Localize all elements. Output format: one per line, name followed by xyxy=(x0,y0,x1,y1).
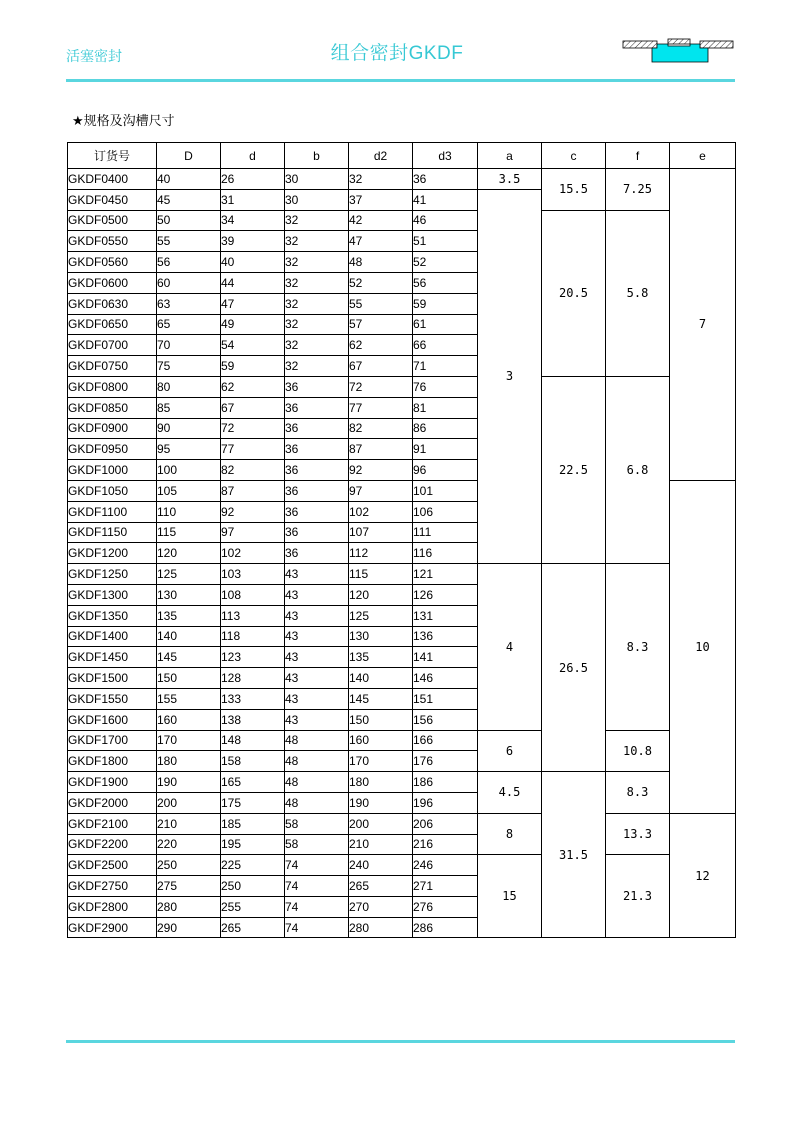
cell-order-no: GKDF1900 xyxy=(68,772,157,793)
cell-value: 43 xyxy=(285,564,349,585)
cell-value: 180 xyxy=(349,772,413,793)
cell-order-no: GKDF1800 xyxy=(68,751,157,772)
cell-value: 106 xyxy=(413,501,478,522)
cell-value: 140 xyxy=(349,668,413,689)
cell-value: 52 xyxy=(349,272,413,293)
cell-value: 275 xyxy=(157,876,221,897)
cell-value: 43 xyxy=(285,626,349,647)
cell-value: 135 xyxy=(349,647,413,668)
cell-value: 107 xyxy=(349,522,413,543)
table-row xyxy=(68,730,736,751)
cell-order-no: GKDF0950 xyxy=(68,439,157,460)
cell-value: 115 xyxy=(349,564,413,585)
cell-order-no: GKDF2750 xyxy=(68,876,157,897)
cell-value: 156 xyxy=(413,709,478,730)
cell-value: 36 xyxy=(285,522,349,543)
cell-value: 67 xyxy=(349,356,413,377)
cell-value: 34 xyxy=(221,210,285,231)
cell-value: 39 xyxy=(221,231,285,252)
cell-a-merged: 8 xyxy=(478,813,542,855)
cell-value: 110 xyxy=(157,501,221,522)
cell-value: 246 xyxy=(413,855,478,876)
cell-order-no: GKDF1700 xyxy=(68,730,157,751)
cell-e-merged: 7 xyxy=(670,169,736,481)
cell-value: 77 xyxy=(221,439,285,460)
cell-order-no: GKDF0700 xyxy=(68,335,157,356)
col-header-d2: d2 xyxy=(349,143,413,169)
cell-order-no: GKDF0750 xyxy=(68,356,157,377)
cell-order-no: GKDF2200 xyxy=(68,834,157,855)
cell-value: 131 xyxy=(413,605,478,626)
cell-value: 108 xyxy=(221,584,285,605)
cell-value: 30 xyxy=(285,169,349,190)
cell-order-no: GKDF1450 xyxy=(68,647,157,668)
cell-value: 87 xyxy=(349,439,413,460)
cell-value: 95 xyxy=(157,439,221,460)
cell-value: 250 xyxy=(157,855,221,876)
cell-value: 196 xyxy=(413,792,478,813)
cell-value: 30 xyxy=(285,189,349,210)
cell-order-no: GKDF1300 xyxy=(68,584,157,605)
cell-a-merged: 15 xyxy=(478,855,542,938)
cell-order-no: GKDF2000 xyxy=(68,792,157,813)
cell-value: 55 xyxy=(157,231,221,252)
cell-value: 141 xyxy=(413,647,478,668)
cell-value: 145 xyxy=(157,647,221,668)
cell-value: 170 xyxy=(349,751,413,772)
cell-value: 60 xyxy=(157,272,221,293)
cell-order-no: GKDF0600 xyxy=(68,272,157,293)
section-title: ★规格及沟槽尺寸 xyxy=(72,113,175,128)
col-header-f: f xyxy=(606,143,670,169)
cell-value: 255 xyxy=(221,896,285,917)
cell-value: 136 xyxy=(413,626,478,647)
cell-value: 130 xyxy=(157,584,221,605)
cell-order-no: GKDF1000 xyxy=(68,460,157,481)
cell-value: 120 xyxy=(349,584,413,605)
cell-value: 101 xyxy=(413,480,478,501)
cell-value: 133 xyxy=(221,688,285,709)
cell-value: 125 xyxy=(349,605,413,626)
cell-value: 210 xyxy=(157,813,221,834)
cell-value: 82 xyxy=(221,460,285,481)
cell-value: 115 xyxy=(157,522,221,543)
cell-value: 92 xyxy=(221,501,285,522)
cell-value: 32 xyxy=(285,293,349,314)
cell-value: 290 xyxy=(157,917,221,938)
col-header-D: D xyxy=(157,143,221,169)
cell-value: 54 xyxy=(221,335,285,356)
cell-value: 92 xyxy=(349,460,413,481)
cell-value: 61 xyxy=(413,314,478,335)
cell-a-merged: 4 xyxy=(478,564,542,730)
col-header-d: d xyxy=(221,143,285,169)
cell-value: 286 xyxy=(413,917,478,938)
cell-value: 82 xyxy=(349,418,413,439)
cell-f-merged: 13.3 xyxy=(606,813,670,855)
col-header-d3: d3 xyxy=(413,143,478,169)
cell-value: 102 xyxy=(221,543,285,564)
table-row xyxy=(68,813,736,834)
cell-value: 186 xyxy=(413,772,478,793)
cell-value: 56 xyxy=(413,272,478,293)
cell-value: 72 xyxy=(349,376,413,397)
header-divider xyxy=(66,79,735,82)
cell-value: 32 xyxy=(285,335,349,356)
table-row xyxy=(68,564,736,585)
cell-value: 32 xyxy=(285,272,349,293)
cell-value: 36 xyxy=(285,418,349,439)
cell-value: 140 xyxy=(157,626,221,647)
cell-value: 116 xyxy=(413,543,478,564)
cell-value: 123 xyxy=(221,647,285,668)
cell-f-merged: 5.8 xyxy=(606,210,670,376)
cell-value: 59 xyxy=(413,293,478,314)
cell-value: 31 xyxy=(221,189,285,210)
cell-value: 210 xyxy=(349,834,413,855)
cell-order-no: GKDF0450 xyxy=(68,189,157,210)
cell-value: 70 xyxy=(157,335,221,356)
cell-value: 62 xyxy=(349,335,413,356)
cell-order-no: GKDF2500 xyxy=(68,855,157,876)
cell-value: 148 xyxy=(221,730,285,751)
cell-value: 150 xyxy=(157,668,221,689)
cell-order-no: GKDF1200 xyxy=(68,543,157,564)
cell-f-merged: 8.3 xyxy=(606,564,670,730)
cell-a-merged: 3.5 xyxy=(478,169,542,190)
cell-value: 32 xyxy=(285,231,349,252)
cell-value: 74 xyxy=(285,917,349,938)
cell-a-merged: 4.5 xyxy=(478,772,542,814)
spec-table xyxy=(67,142,736,938)
cell-c-merged: 26.5 xyxy=(542,564,606,772)
cell-value: 120 xyxy=(157,543,221,564)
cell-value: 280 xyxy=(349,917,413,938)
cell-value: 155 xyxy=(157,688,221,709)
col-header-order-no: 订货号 xyxy=(68,143,157,169)
cell-value: 43 xyxy=(285,584,349,605)
cell-value: 118 xyxy=(221,626,285,647)
cell-value: 43 xyxy=(285,668,349,689)
cell-c-merged: 31.5 xyxy=(542,772,606,938)
cell-value: 36 xyxy=(285,480,349,501)
cell-value: 113 xyxy=(221,605,285,626)
cell-value: 50 xyxy=(157,210,221,231)
cell-value: 271 xyxy=(413,876,478,897)
cell-value: 190 xyxy=(157,772,221,793)
cell-value: 36 xyxy=(413,169,478,190)
cell-order-no: GKDF0500 xyxy=(68,210,157,231)
cell-value: 160 xyxy=(349,730,413,751)
cell-value: 43 xyxy=(285,647,349,668)
cell-order-no: GKDF1150 xyxy=(68,522,157,543)
cell-value: 48 xyxy=(285,772,349,793)
cell-value: 44 xyxy=(221,272,285,293)
cell-value: 128 xyxy=(221,668,285,689)
cell-value: 71 xyxy=(413,356,478,377)
cell-value: 97 xyxy=(349,480,413,501)
cell-value: 111 xyxy=(413,522,478,543)
cell-value: 91 xyxy=(413,439,478,460)
cell-value: 125 xyxy=(157,564,221,585)
cell-value: 206 xyxy=(413,813,478,834)
cell-value: 47 xyxy=(221,293,285,314)
table-row xyxy=(68,376,736,397)
cell-value: 63 xyxy=(157,293,221,314)
page-title: 组合密封GKDF xyxy=(330,43,464,64)
cell-value: 62 xyxy=(221,376,285,397)
cell-value: 160 xyxy=(157,709,221,730)
cell-value: 47 xyxy=(349,231,413,252)
cell-value: 36 xyxy=(285,543,349,564)
col-header-a: a xyxy=(478,143,542,169)
cell-value: 36 xyxy=(285,439,349,460)
cell-value: 58 xyxy=(285,813,349,834)
cell-value: 32 xyxy=(285,252,349,273)
table-row xyxy=(68,855,736,876)
cell-value: 74 xyxy=(285,876,349,897)
cell-value: 100 xyxy=(157,460,221,481)
cell-value: 48 xyxy=(285,792,349,813)
cell-value: 200 xyxy=(349,813,413,834)
cell-value: 97 xyxy=(221,522,285,543)
cell-value: 150 xyxy=(349,709,413,730)
cell-value: 48 xyxy=(349,252,413,273)
cell-a-merged: 3 xyxy=(478,189,542,563)
cell-order-no: GKDF0630 xyxy=(68,293,157,314)
cell-value: 32 xyxy=(285,356,349,377)
cell-value: 185 xyxy=(221,813,285,834)
cell-value: 170 xyxy=(157,730,221,751)
cell-value: 158 xyxy=(221,751,285,772)
cell-value: 86 xyxy=(413,418,478,439)
col-header-b: b xyxy=(285,143,349,169)
cell-value: 36 xyxy=(285,501,349,522)
cell-value: 56 xyxy=(157,252,221,273)
cell-value: 48 xyxy=(285,751,349,772)
cell-value: 72 xyxy=(221,418,285,439)
cell-order-no: GKDF1600 xyxy=(68,709,157,730)
cell-value: 40 xyxy=(221,252,285,273)
cell-order-no: GKDF1250 xyxy=(68,564,157,585)
cell-value: 46 xyxy=(413,210,478,231)
cell-value: 26 xyxy=(221,169,285,190)
cell-value: 190 xyxy=(349,792,413,813)
footer-divider xyxy=(66,1040,735,1043)
cell-value: 138 xyxy=(221,709,285,730)
cell-value: 165 xyxy=(221,772,285,793)
cell-f-merged: 10.8 xyxy=(606,730,670,772)
cell-value: 176 xyxy=(413,751,478,772)
cell-order-no: GKDF1100 xyxy=(68,501,157,522)
cell-value: 32 xyxy=(285,210,349,231)
cell-value: 49 xyxy=(221,314,285,335)
table-row xyxy=(68,210,736,231)
cell-order-no: GKDF2900 xyxy=(68,917,157,938)
cell-value: 74 xyxy=(285,896,349,917)
cell-value: 36 xyxy=(285,397,349,418)
cell-value: 75 xyxy=(157,356,221,377)
cell-f-merged: 8.3 xyxy=(606,772,670,814)
cell-value: 96 xyxy=(413,460,478,481)
cell-c-merged: 20.5 xyxy=(542,210,606,376)
cell-value: 265 xyxy=(221,917,285,938)
cell-f-merged: 7.25 xyxy=(606,169,670,211)
cell-value: 195 xyxy=(221,834,285,855)
table-header-row xyxy=(68,143,736,169)
cell-value: 90 xyxy=(157,418,221,439)
cell-c-merged: 15.5 xyxy=(542,169,606,211)
cell-value: 40 xyxy=(157,169,221,190)
cell-f-merged: 6.8 xyxy=(606,376,670,563)
cell-order-no: GKDF0650 xyxy=(68,314,157,335)
cell-value: 80 xyxy=(157,376,221,397)
cell-value: 66 xyxy=(413,335,478,356)
cell-value: 37 xyxy=(349,189,413,210)
cell-value: 200 xyxy=(157,792,221,813)
cell-order-no: GKDF0850 xyxy=(68,397,157,418)
cell-value: 145 xyxy=(349,688,413,709)
seal-cross-section-icon xyxy=(622,38,734,64)
cell-order-no: GKDF0400 xyxy=(68,169,157,190)
cell-value: 32 xyxy=(285,314,349,335)
cell-value: 41 xyxy=(413,189,478,210)
cell-value: 146 xyxy=(413,668,478,689)
cell-value: 87 xyxy=(221,480,285,501)
cell-order-no: GKDF1400 xyxy=(68,626,157,647)
cell-value: 65 xyxy=(157,314,221,335)
cell-value: 52 xyxy=(413,252,478,273)
cell-order-no: GKDF0560 xyxy=(68,252,157,273)
cell-value: 240 xyxy=(349,855,413,876)
cell-value: 135 xyxy=(157,605,221,626)
cell-value: 180 xyxy=(157,751,221,772)
cell-order-no: GKDF2100 xyxy=(68,813,157,834)
cell-order-no: GKDF1500 xyxy=(68,668,157,689)
table-row xyxy=(68,772,736,793)
header-category-label: 活塞密封 xyxy=(66,48,122,64)
cell-value: 43 xyxy=(285,709,349,730)
cell-value: 175 xyxy=(221,792,285,813)
cell-value: 103 xyxy=(221,564,285,585)
cell-value: 48 xyxy=(285,730,349,751)
cell-order-no: GKDF1550 xyxy=(68,688,157,709)
cell-value: 216 xyxy=(413,834,478,855)
cell-order-no: GKDF1050 xyxy=(68,480,157,501)
cell-value: 250 xyxy=(221,876,285,897)
cell-value: 67 xyxy=(221,397,285,418)
cell-value: 270 xyxy=(349,896,413,917)
cell-value: 225 xyxy=(221,855,285,876)
cell-value: 43 xyxy=(285,688,349,709)
cell-value: 55 xyxy=(349,293,413,314)
cell-order-no: GKDF0900 xyxy=(68,418,157,439)
cell-value: 32 xyxy=(349,169,413,190)
cell-value: 76 xyxy=(413,376,478,397)
cell-value: 220 xyxy=(157,834,221,855)
cell-order-no: GKDF1350 xyxy=(68,605,157,626)
cell-order-no: GKDF2800 xyxy=(68,896,157,917)
cell-value: 51 xyxy=(413,231,478,252)
cell-c-merged: 22.5 xyxy=(542,376,606,563)
cell-e-merged: 12 xyxy=(670,813,736,938)
cell-value: 102 xyxy=(349,501,413,522)
cell-value: 57 xyxy=(349,314,413,335)
cell-order-no: GKDF0800 xyxy=(68,376,157,397)
cell-value: 276 xyxy=(413,896,478,917)
cell-value: 77 xyxy=(349,397,413,418)
cell-value: 105 xyxy=(157,480,221,501)
cell-value: 36 xyxy=(285,460,349,481)
cell-value: 166 xyxy=(413,730,478,751)
cell-value: 112 xyxy=(349,543,413,564)
cell-value: 58 xyxy=(285,834,349,855)
cell-value: 43 xyxy=(285,605,349,626)
cell-value: 45 xyxy=(157,189,221,210)
cell-value: 265 xyxy=(349,876,413,897)
cell-value: 42 xyxy=(349,210,413,231)
cell-value: 59 xyxy=(221,356,285,377)
cell-order-no: GKDF0550 xyxy=(68,231,157,252)
col-header-c: c xyxy=(542,143,606,169)
cell-value: 85 xyxy=(157,397,221,418)
cell-value: 151 xyxy=(413,688,478,709)
cell-value: 126 xyxy=(413,584,478,605)
cell-value: 74 xyxy=(285,855,349,876)
table-row xyxy=(68,169,736,190)
cell-value: 130 xyxy=(349,626,413,647)
cell-value: 36 xyxy=(285,376,349,397)
cell-value: 121 xyxy=(413,564,478,585)
cell-value: 280 xyxy=(157,896,221,917)
cell-value: 81 xyxy=(413,397,478,418)
cell-a-merged: 6 xyxy=(478,730,542,772)
col-header-e: e xyxy=(670,143,736,169)
cell-e-merged: 10 xyxy=(670,480,736,813)
cell-f-merged: 21.3 xyxy=(606,855,670,938)
